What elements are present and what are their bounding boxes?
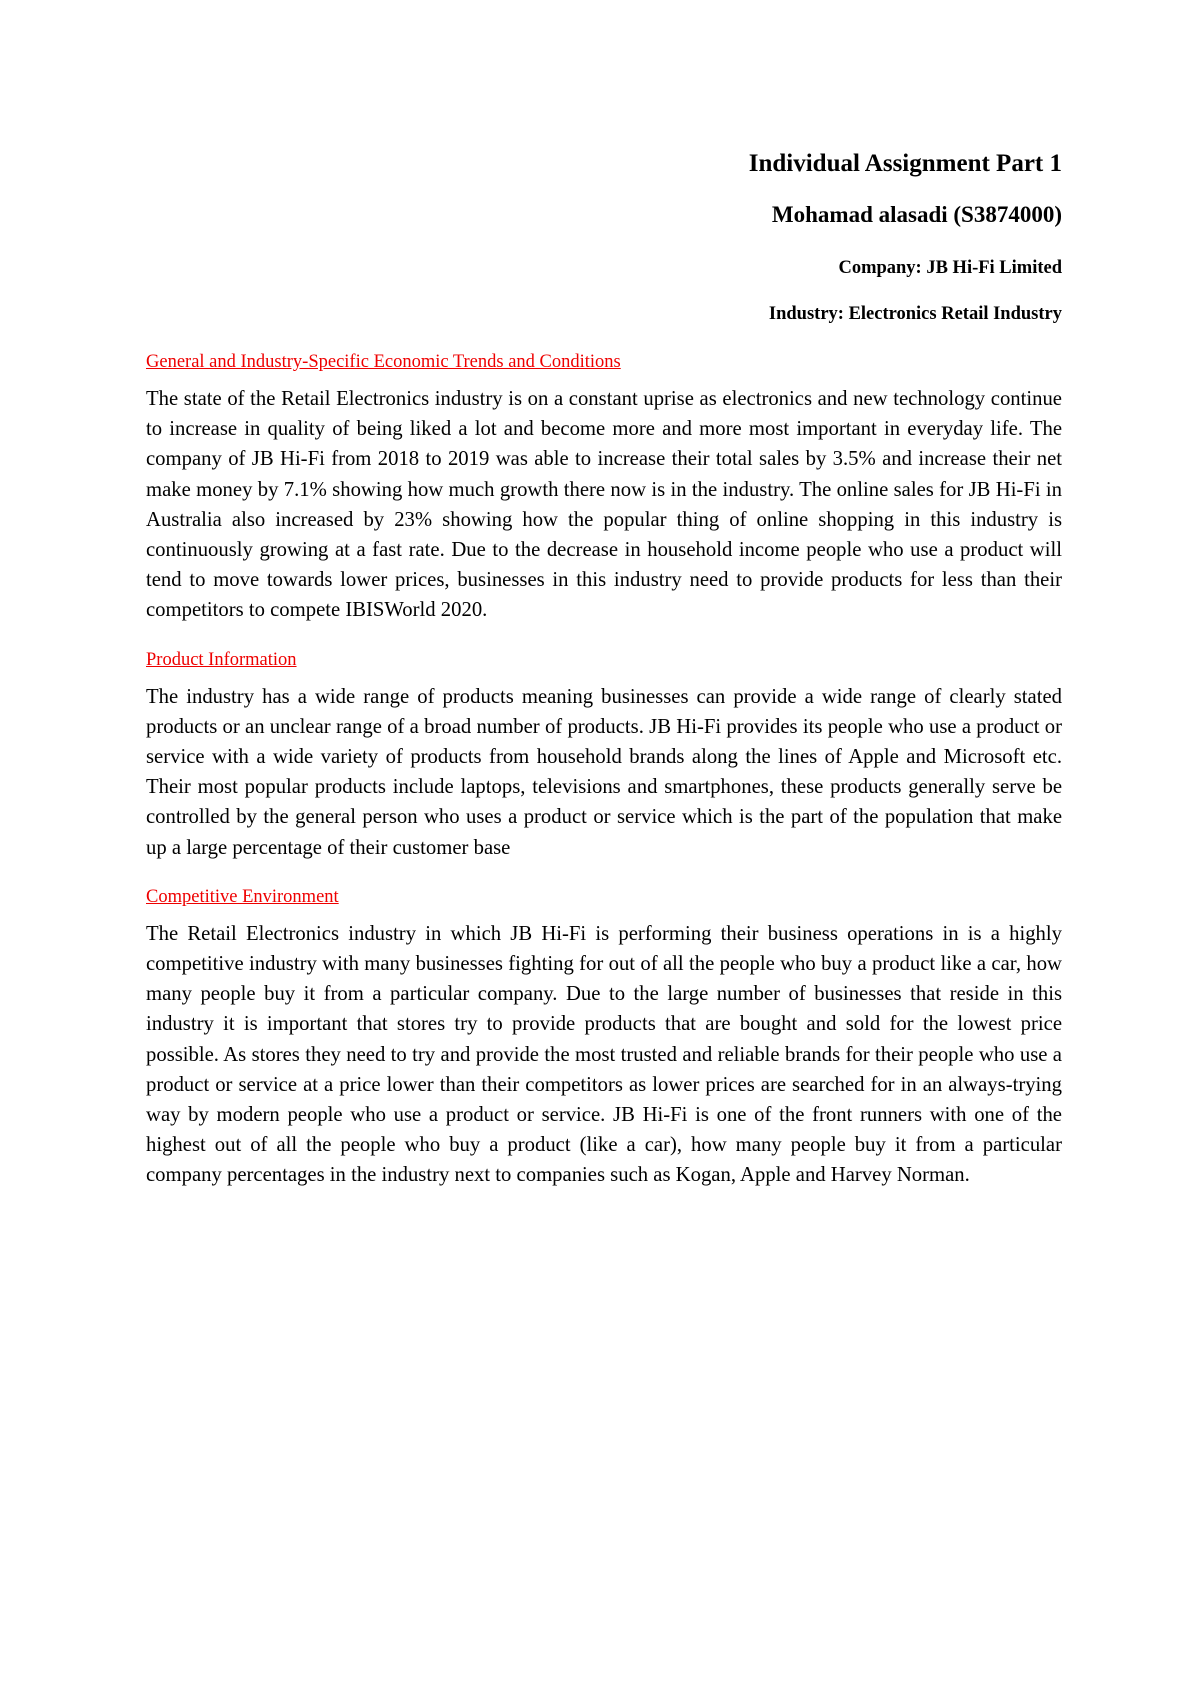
section-heading-economic-trends: General and Industry-Specific Economic Trends and Conditions (146, 352, 621, 372)
section-body-competitive-environment: The Retail Electronics industry in which JB Hi-Fi is performing their business operations in is a highly competitive industry with many businesses fighting for out of all the people who buy a product like a car, how many people buy it from a particular company. Due to the large number of businesses that reside in this industry it is important that stores try to provide products that are bought and sold for the lowest price possible. As stores they need to try and provide the most trusted and reliable brands for their people who use a product or service at a price lower than their competitors as lower prices are searched for in an always-trying way by modern people who use a product or service. JB Hi-Fi is one of the front runners with one of the highest out of all the people who buy a product (like a car), how many people buy it from a particular company percentages in the industry next to companies such as Kogan, Apple and Harvey Norman. (146, 922, 1062, 1187)
document-page (146, 130, 1062, 1191)
industry-line: Industry: Electronics Retail Industry (768, 304, 1062, 324)
author-name: Mohamad alasadi (S3874000) (771, 202, 1062, 227)
section-heading-competitive-environment: Competitive Environment (146, 886, 339, 907)
section-heading-product-information: Product Information (146, 649, 297, 670)
section-body-economic-trends: The state of the Retail Electronics industry is on a constant uprise as electronics and new technology continue to increase in quality of being liked a lot and become more and more most important in everyday life. The company of JB Hi-Fi from 2018 to 2019 was able to increase their total sales by 3.5% and increase their net make money by 7.1% showing how much growth there now is in the industry. The online sales for JB Hi-Fi in Australia also increased by 23% showing how the popular thing of online shopping in this industry is continuously growing at a fast rate. Due to the decrease in household income people who use a product will tend to move towards lower prices, businesses in this industry need to provide products for less than their competitors to compete IBISWorld 2020. (146, 388, 1062, 622)
company-line: Company: JB Hi-Fi Limited (838, 258, 1062, 278)
document-title: Individual Assignment Part 1 (748, 150, 1062, 177)
section-body-product-information: The industry has a wide range of products meaning businesses can provide a wide range of clearly stated products or an unclear range of a broad number of products. JB Hi-Fi provides its people who use a product or service with a wide variety of products from household brands along the lines of Apple and Microsoft etc. Their most popular products include laptops, televisions and smartphones, these products generally serve be controlled by the general person who uses a product or service which is the part of the population that make up a large percentage of their customer base (146, 685, 1062, 859)
